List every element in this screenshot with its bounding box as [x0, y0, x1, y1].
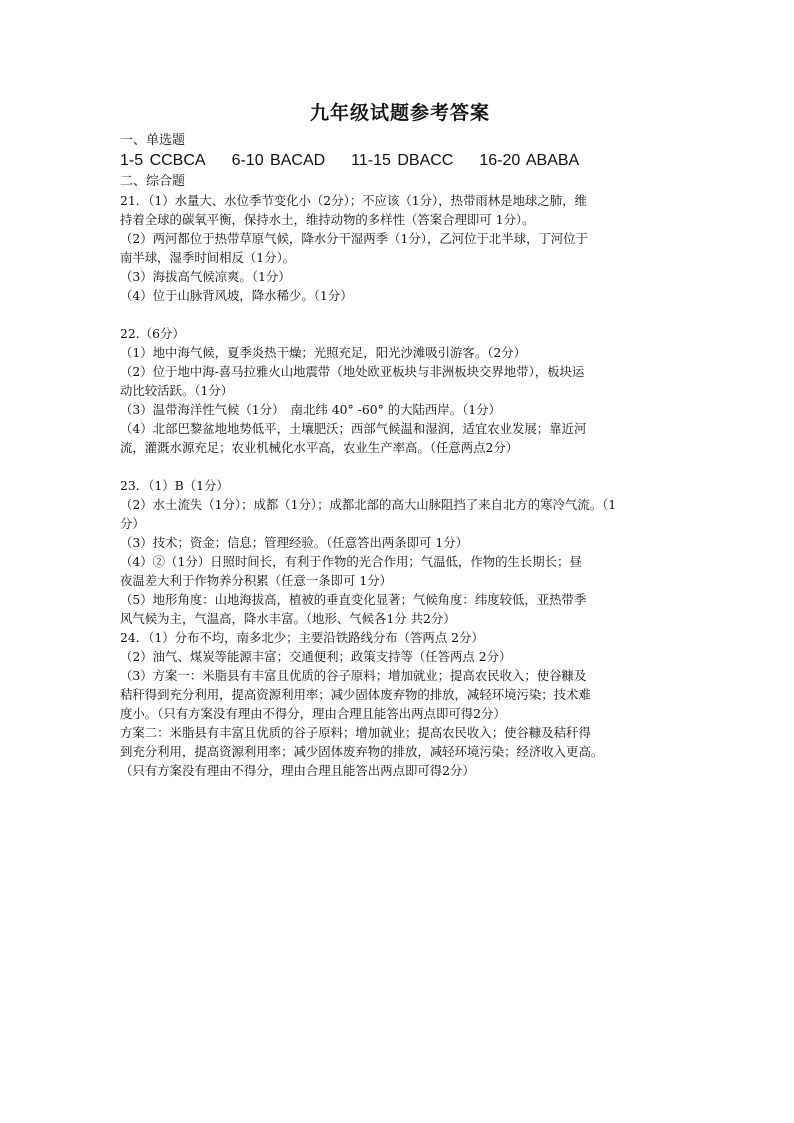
answer-line: （2）油气、煤炭等能源丰富；交通便利；政策支持等（任答两点 2分）	[120, 649, 512, 664]
answer-line: 23．（1）B（1分）	[120, 478, 229, 493]
question-23	[120, 476, 680, 628]
answer-line: （3）温带海洋性气候（1分） 南北纬 40° -60° 的大陆西岸。（1分）	[120, 402, 501, 417]
answer-line: 分）	[120, 516, 145, 531]
answer-line: 度小。（只有方案没有理由不得分，理由合理且能答出两点即可得2分）	[120, 706, 506, 721]
answer-line: （3）方案一：米脂县有丰富且优质的谷子原料；增加就业；提高农民收入；使谷糠及	[120, 668, 587, 683]
answer-line: （2）两河都位于热带草原气候，降水分干湿两季（1分），乙河位于北半球，丁河位于	[120, 231, 589, 246]
section-heading-comprehensive: 二、综合题	[120, 174, 186, 189]
answer-sheet	[120, 98, 680, 780]
answer-line: 24．（1）分布不均，南多北少；主要沿铁路线分布（答两点 2分）	[120, 630, 484, 645]
answer-group: 6-10 BACAD	[231, 152, 326, 169]
answer-line: 持着全球的碳氧平衡，保持水土，维持动物的多样性（答案合理即可 1分）。	[120, 212, 535, 227]
answer-line: （4）②（1分）日照时间长，有利于作物的光合作用；气温低，作物的生长期长；昼	[120, 554, 582, 569]
answer-line: （5）地形角度：山地海拔高，植被的垂直变化显著；气候角度：纬度较低，亚热带季	[120, 592, 587, 607]
answer-line: （只有方案没有理由不得分，理由合理且能答出两点即可得2分）	[120, 763, 475, 778]
answer-line: （2）位于地中海-喜马拉雅火山地震带（地处欧亚板块与非洲板块交界地带），板块运	[120, 364, 585, 379]
question-24	[120, 628, 680, 780]
answer-line: 南半球，湿季时间相反（1分）。	[120, 250, 296, 265]
answer-group: 11-15 DBACC	[351, 152, 454, 169]
answer-line: 流，灌溉水源充足；农业机械化水平高，农业生产率高。（任意两点2分）	[120, 440, 519, 455]
answer-line: （4）北部巴黎盆地地势低平，土壤肥沃；西部气候温和湿润，适宜农业发展；靠近河	[120, 421, 587, 436]
answer-key-row	[120, 150, 680, 172]
answer-line: 秸秆得到充分利用，提高资源利用率；减少固体废弃物的排放，减轻环境污染；技术难	[120, 687, 591, 702]
answer-line: （3）海拔高气候凉爽。（1分）	[120, 269, 291, 284]
answer-line: （2）水土流失（1分）；成都（1分）；成都北部的高大山脉阻挡了来自北方的寒冷气流。（1	[120, 497, 617, 512]
answer-line: （1）地中海气候，夏季炎热干燥；光照充足，阳光沙滩吸引游客。（2分）	[120, 345, 527, 360]
answer-line: 到充分利用，提高资源利用率；减少固体废弃物的排放，减轻环境污染；经济收入更高。	[120, 744, 604, 759]
question-22	[120, 324, 680, 457]
question-21	[120, 191, 680, 305]
answer-group: 1-5 CCBCA	[120, 152, 206, 169]
answer-line: （4）位于山脉背风坡，降水稀少。（1分）	[120, 288, 353, 303]
answer-line: 21．（1）水量大、水位季节变化小（2分）；不应该（1分），热带雨林是地球之肺，维	[120, 193, 587, 208]
answer-line: 风气候为主，气温高，降水丰富。（地形、气候各1分 共2分）	[120, 611, 456, 626]
answer-line: 方案二：米脂县有丰富且优质的谷子原料；增加就业；提高农民收入；使谷糠及秸秆得	[120, 725, 591, 740]
page-title: 九年级试题参考答案	[309, 102, 490, 124]
answer-group: 16-20 ABABA	[479, 152, 580, 169]
answer-line: 动比较活跃。（1分）	[120, 383, 234, 398]
answer-line: 22.（6分）	[120, 326, 185, 341]
answer-line: （3）技术；资金；信息；管理经验。（任意答出两条即可 1分）	[120, 535, 469, 550]
section-heading-single-choice: 一、单选题	[120, 133, 186, 148]
answer-line: 夜温差大利于作物养分积累（任意一条即可 1分）	[120, 573, 393, 588]
